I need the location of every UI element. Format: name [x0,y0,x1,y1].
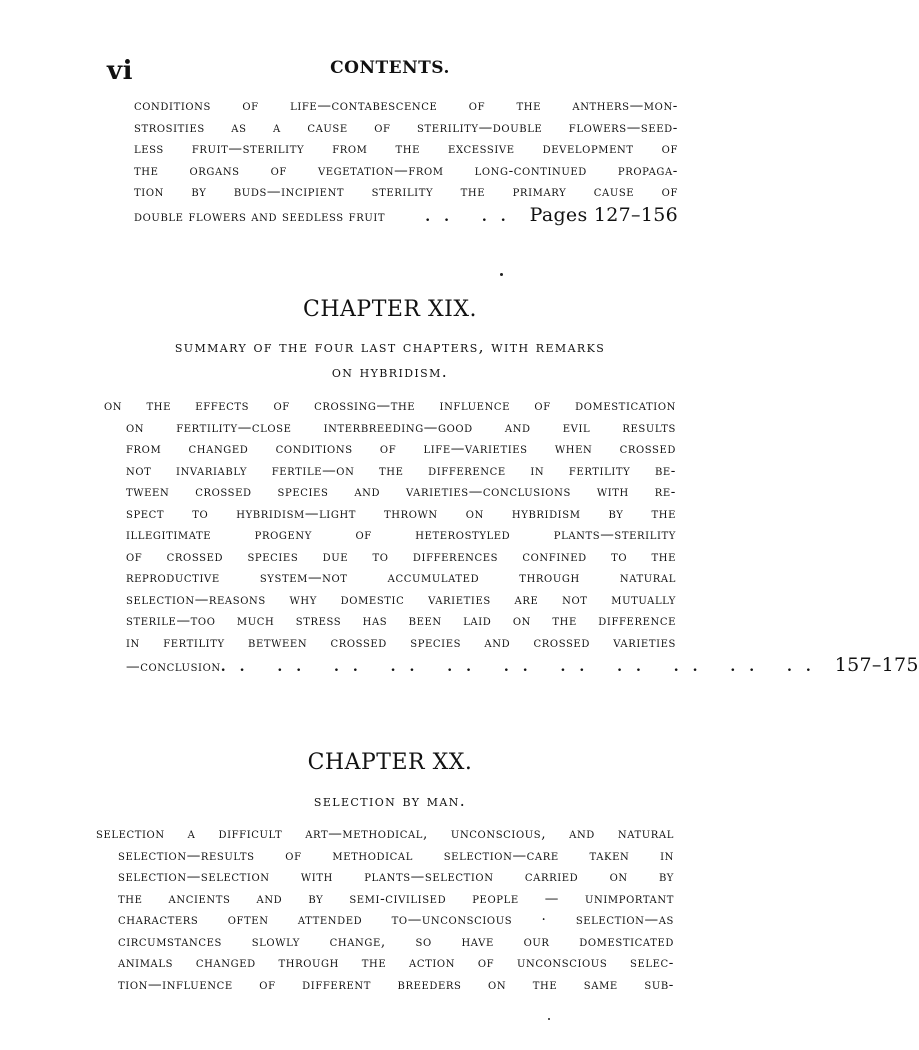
contents-line: on fertility—close interbreeding—good and evil results [126,419,676,436]
contents-line: spect to hybridism—light thrown on hybridism by the [126,505,676,522]
contents-line: strosities as a cause of sterility—double flowers—seed- [134,119,678,136]
contents-line: tion by buds—incipient sterility the primary cause of [134,184,678,200]
contents-line: of crossed species due to differences confined to the [126,548,676,565]
contents-line: illegitimate progeny of heterostyled plants—sterility [126,527,676,543]
contents-line: —conclusion [126,659,221,675]
contents-line: circumstances slowly change, so have our domesticated [118,933,674,950]
contents-line: sterile—too much stress has been laid on the difference [126,613,676,629]
contents-line: selection—results of methodical selection—care taken in [118,847,674,864]
contents-line: reproductive system—not accumulated through natural [126,570,676,586]
contents-line: the organs of vegetation—from long-continued propaga- [134,162,678,179]
contents-line: tion—influence of different breeders on the same sub- [118,976,674,993]
contents-last-line [134,204,678,226]
contents-line: tween crossed species and varieties—conclusions with re- [126,484,676,500]
page-range: 157–175 [834,654,919,676]
contents-line: characters often attended to—unconscious · selection—as [118,912,674,928]
running-head: CONTENTS. [330,58,450,78]
contents-line: animals changed through the action of unconscious selec- [118,955,674,971]
contents-line: the ancients and by semi-civilised people — unimportant [118,890,674,907]
chapter-19-subtitle: on hybridism. [331,363,449,381]
dot-leaders: .. .. .. .. .. .. .. .. .. .. .. [220,659,825,675]
chapter-20-summary [96,824,674,996]
contents-line: less fruit—sterility from the excessive development of [134,141,678,157]
chapter-19-title: CHAPTER XIX. [302,297,477,322]
chapter-18-continuation [134,96,678,225]
page-number: vi [107,56,133,86]
contents-line: selection—selection with plants—selection carried on by [118,869,674,885]
print-speck [548,1018,550,1020]
contents-line: selection a difficult art—methodical, unconscious, and natural [96,826,674,842]
print-speck [500,273,503,276]
contents-line: in fertility between crossed species and crossed varieties [126,634,676,651]
contents-last-line [104,654,919,676]
contents-line: not invariably fertile—on the difference in fertility be- [126,462,676,479]
contents-line: conditions of life—contabescence of the anthers—mon- [134,98,678,114]
contents-line: from changed conditions of life—varieties when crossed [126,441,676,457]
chapter-19-subtitle: summary of the four last chapters, with remarks [174,338,606,356]
chapter-19-summary [104,396,919,676]
contents-line: selection—reasons why domestic varieties are not mutually [126,591,676,608]
page-range: Pages 127–156 [529,203,678,226]
chapter-20-title: CHAPTER XX. [307,750,473,775]
dot-leaders: .. .. [425,208,520,225]
contents-line: on the effects of crossing—the influence of domestication [104,398,676,414]
chapter-20-subtitle: selection by man. [313,792,467,810]
contents-line: double flowers and seedless fruit [134,208,386,225]
